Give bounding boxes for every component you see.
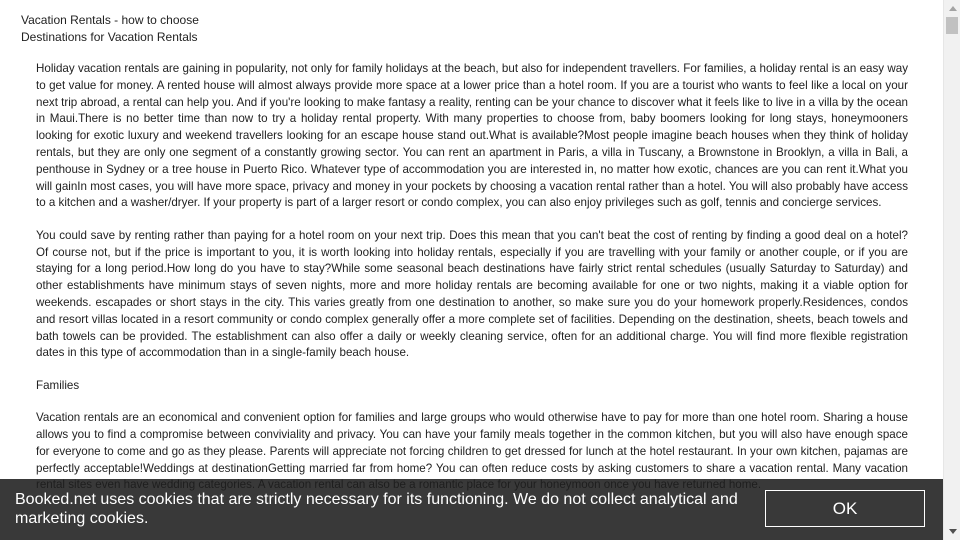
breadcrumb-item-vacation-rentals[interactable]: Vacation Rentals - how to choose xyxy=(21,13,199,27)
breadcrumb xyxy=(21,12,199,46)
section-heading-families: Families xyxy=(36,378,80,392)
scroll-up-button[interactable] xyxy=(944,0,960,17)
breadcrumb-item-destinations[interactable]: Destinations for Vacation Rentals xyxy=(21,30,198,44)
article-body xyxy=(36,61,908,510)
vertical-scrollbar[interactable] xyxy=(943,0,960,540)
chevron-up-icon xyxy=(949,6,957,11)
article-paragraph: You could save by renting rather than paying for a hotel room on your next trip. Does this mean that you can't beat the cost of renting by finding a good deal on a hotel? Of course not, but if the price is important to you, it is worth looking into holiday rentals, especially if you are travelling with your family or another couple, or if you are staying for a long period.How long do you have to stay?While some seasonal beach destinations have fairly strict rental schedules (usually Saturday to Saturday) and other establishments have minimum stays of seven nights, more and more holiday rentals are becoming available for one or two nights, making it a viable option for weekends. escapades or short stays in the city. This varies greatly from one destination to another, so make sure you do your homework properly.Residences, condos and resort villas located in a resort community or condo complex generally offer a more complete set of facilities. Depending on the destination, sheets, beach towels and bath towels can be provided. The establishment can also offer a daily or weekly cleaning service, often for an additional charge. You will find more flexible registration dates in this type of accommodation than in a single-family beach house. xyxy=(36,228,908,360)
article-paragraph: Vacation rentals are an economical and convenient option for families and large groups who would otherwise have to pay for more than one hotel room. Sharing a house allows you to find a compromise between conviviality and privacy. You can have your family meals together in the common kitchen, but you will also have enough space for everyone to come and go as they please. Parents will appreciate not forcing children to get dressed for lunch at the hotel restaurant. In your own kitchen, pajamas are perfectly acceptable!Weddings at destinationGetting married far from home? You can often reduce costs by asking customers to share a vacation rental. Many vacation xyxy=(36,411,908,475)
chevron-down-icon xyxy=(949,529,957,534)
cookie-banner xyxy=(0,479,943,540)
scroll-down-button[interactable] xyxy=(944,523,960,540)
scroll-thumb[interactable] xyxy=(946,17,958,34)
cookie-message: Booked.net uses cookies that are strictly necessary for its functioning. We do not collect analytical and marketing cookies. xyxy=(15,491,738,527)
article-paragraph: Holiday vacation rentals are gaining in popularity, not only for family holidays at the beach, but also for independent travellers. For families, a holiday rental is an easy way to get value for money. A rented house will almost always provide more space at a lower price than a hotel room. If you are a tourist who wants to feel like a local on your next trip abroad, a rental can help you. And if you're looking to make fantasy a reality, renting can be your chance to discover what it feels like to live in a villa by the ocean in Maui.There is no better time than now to try a holiday rental property. With many properties to choose from, baby boomers looking for long stays, honeymooners looking for exotic luxury and weekend travellers looking for an escape house stand out.What is available?Most people imagine beach houses when they think of holiday rentals, but they are only one segment of a constantly growing sector. You can rent an apartment in Paris, a villa in Tuscany, a Brownstone in Brooklyn, a villa in Bali, a penthouse in Sydney or a tree house in Puerto Rico. Whatever type of accommodation you are interested in, no matter how exotic, chances are you can rent it.What you will gainIn most cases, you will have more space, privacy and money in your pockets by choosing a vacation rental rather than a hotel. You will also probably have access to a kitchen and a washer/dryer. If your property is part of a larger resort or condo complex, you can also enjoy privileges such as golf, tennis and concierge services. xyxy=(36,62,908,210)
cookie-ok-button[interactable]: OK xyxy=(765,490,925,527)
